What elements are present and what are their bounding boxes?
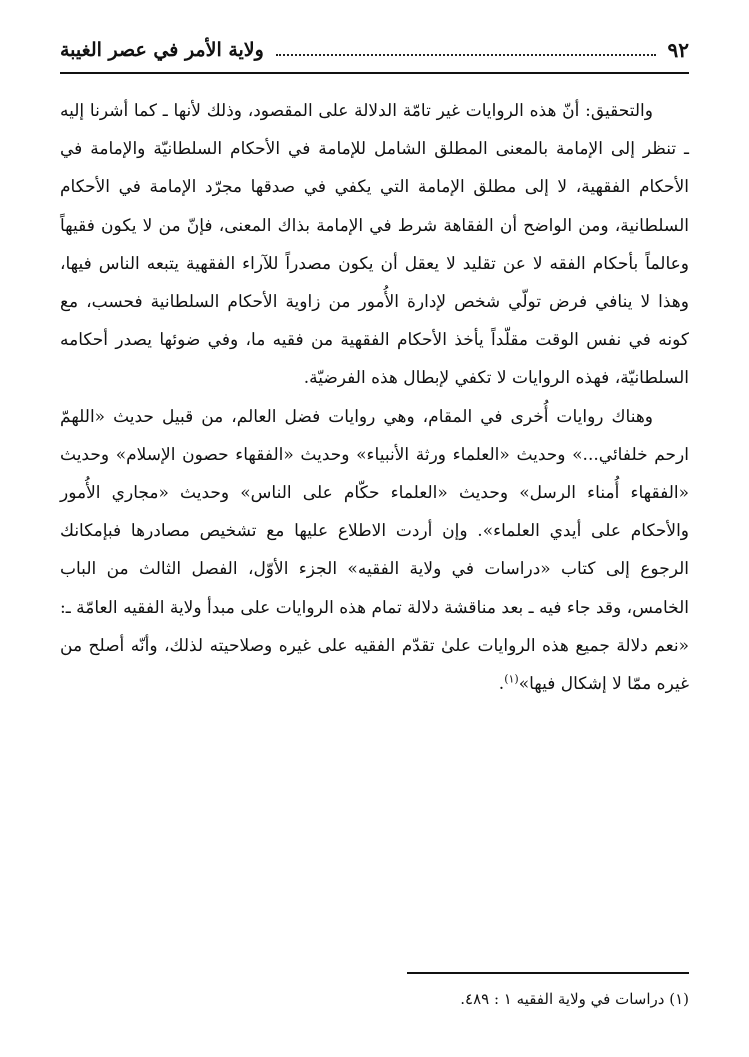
paragraph-text: والتحقيق: أنّ هذه الروايات غير تامّة الدلالة على المقصود، وذلك لأنها ـ كما أشرنا إليه ـ تنظر إلى الإمامة بالمعنى المطلق الشامل للإمامة في الأحكام السلطانيّة والإمامة في الأحكام الفقهية، لا إلى مطلق الإمامة التي يكفي في صدقها مجرّد الإمامة في الأحكام السلطانية، ومن الواضح أن الفقاهة شرط في الإمامة بذاك المعنى، فإنّ من لا يكون فقيهاً وعالماً بأحكام الفقه لا عن تقليد لا يعقل أن يكون مصدراً للآراء الفقهية يتبعه الناس فيها، وهذا لا ينافي فرض تولّي شخص لإدارة الأُمور من زاوية الأحكام السلطانية فحسب، مع كونه في نفس الوقت مقلّداً يأخذ الأحكام الفقهية من فقيه ما، وفي ضوئها يصدر أحكامه السلطانيّة، فهذه الروايات لا تكفي لإبطال هذه الفرضيّة. [60, 101, 689, 389]
footnote-separator [407, 972, 689, 974]
running-header [60, 32, 689, 68]
paragraph: وهناك روايات أُخرى في المقام، وهي روايات فضل العالم، من قبيل حديث «اللهمّ ارحم خلفائي...» وحديث «العلماء ورثة الأنبياء» وحديث «الفقهاء حصون الإسلام» وحديث «الفقهاء أُمناء الرسل» وحديث «العلماء حكّام على الناس» وحديث «مجاري الأُمور والأحكام على أيدي العلماء». وإن أردت الاطلاع عليها مع تشخيص مصادرها فبإمكانك الرجوع إلى كتاب «دراسات في ولاية الفقيه» الجزء الأوّل، الفصل الثالث من الباب الخامس، وقد جاء فيه ـ بعد مناقشة دلالة تمام هذه الروايات على مبدأ ولاية الفقيه العامّة ـ: «نعم دلالة جميع هذه الروايات علىٰ تقدّم الفقيه على غيره وصلاحيته لذلك، وأنّه أصلح من غيره ممّا لا إشكال فيها»$^{(١)}$. [60, 406, 689, 695]
main-text [60, 92, 689, 703]
running-title: ولاية الأمر في عصر الغيبة [60, 39, 264, 61]
header-rule [60, 72, 689, 74]
page-number: ٩٢ [667, 38, 689, 62]
footnote-marker: (١) [504, 672, 519, 686]
dotted-leader [276, 44, 656, 56]
paragraph-text: وهناك روايات أُخرى في المقام، وهي روايات فضل العالم، من قبيل حديث «اللهمّ ارحم خلفائي...» وحديث «العلماء ورثة الأنبياء» وحديث «الفقهاء حصون الإسلام» وحديث «الفقهاء أُمناء الرسل» وحديث «العلماء حكّام على الناس» وحديث «مجاري الأُمور والأحكام على أيدي العلماء». وإن أردت الاطلاع عليها مع تشخيص مصادرها فبإمكانك الرجوع إلى كتاب «دراسات في ولاية الفقيه» الجزء الأوّل، الفصل الثالث من الباب الخامس، وقد جاء فيه ـ بعد مناقشة دلالة تمام هذه الروايات على مبدأ ولاية الفقيه العامّة ـ: «نعم دلالة جميع هذه الروايات علىٰ تقدّم الفقيه على غيره وصلاحيته لذلك، وأنّه أصلح من غيره ممّا لا إشكال فيها» [60, 406, 689, 695]
footnote: (١) دراسات في ولاية الفقيه ١ : ٤٨٩. [460, 990, 689, 1008]
paragraph [60, 92, 689, 398]
